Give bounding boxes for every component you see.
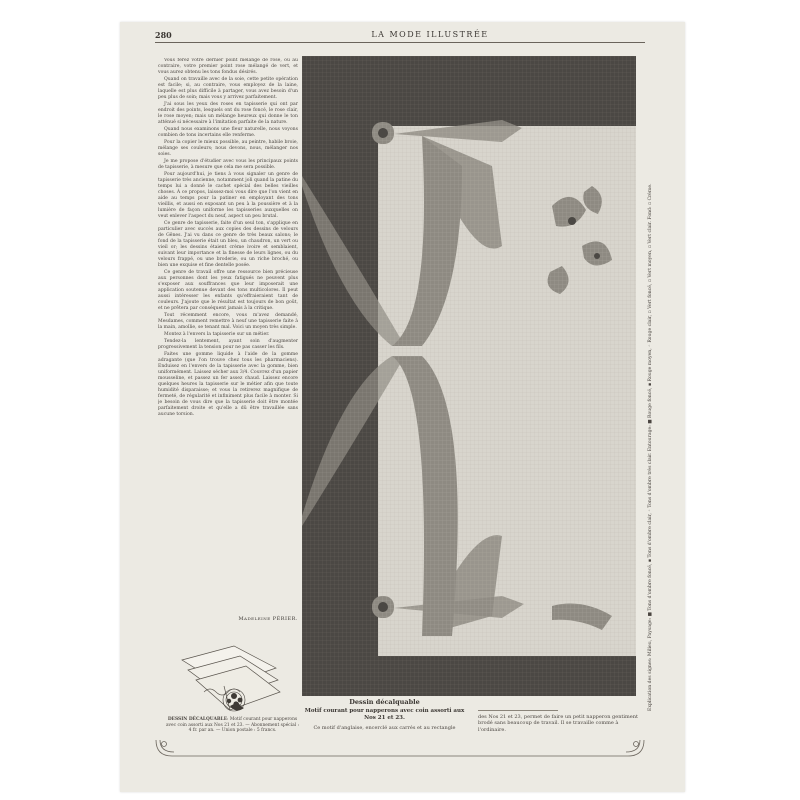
decorative-border — [150, 738, 650, 760]
article-paragraph: Je me propose d'étudier avec vous les principaux points de tapisserie, à mesure que cela me sera possible. — [158, 159, 298, 170]
doily-caption — [165, 717, 300, 734]
chart-caption — [302, 696, 467, 731]
caption-rule — [478, 710, 558, 711]
chart-caption-subtitle: Motif courant pour napperons avec coin assorti aux Nos 21 et 23. — [304, 708, 465, 721]
chart-caption-title: Dessin décalquable — [349, 698, 420, 706]
article-paragraph: Tout récemment encore, vous m'avez demandé, Mesdames, comment remettre à neuf une tapisserie faite à la main, amollie, se tenant mal. Voici un moyen très simple. — [158, 313, 298, 330]
article-paragraph: Pour la copier le mieux possible, au peintre, habile broie, mélange ses couleurs; nous devons, nous, mélanger nos soies. — [158, 140, 298, 157]
article-paragraph: Quand on travaille avec de la soie, cette petite opération est facile; si, au contraire, vous employez de la laine, laquelle est plus difficile à partager, vous avez besoin d'un peu plus de soin; mais vous y arrivez parfaitement. — [158, 77, 298, 100]
article-paragraph: Faites une gomme liquide à l'aide de la gomme adragante (que l'on trouve chez tous les pharmaciens). Enduisez en l'envers de la tapisserie avec la gomme, bien uniformément. Laissez sécher aux 3/4. Couvrez d'un papier mousseline, et passez un fer assez chaud. Laissez encore quelques heures la tapisserie sur le métier afin que toute humidité disparaisse; et vous la retirerez magnifique de fermeté, de régularité et infiniment plus facile à monter. Si je besoin de vous dire que la tapisserie doit être montée parfaitement droite et qu'elle a dû être travaillée sans aucune torsion. — [158, 352, 298, 417]
article-paragraph: Montez à l'envers la tapisserie sur un métier. — [164, 332, 270, 337]
article-paragraph: Pour aujourd'hui, je tiens à vous signaler un genre de tapisserie très ancienne, notamment joli quand la patine du temps lui a donné le cachet spécial des belles vieilles choses. À ce propos, laissez-moi vous dire que l'on vient en aide au temps pour la patiner en employant des tons vieillis, et aussi en exposant un peu à la poussière et à la lumière de façon uniforme les tapisseries auxquelles on veut enlever l'aspect du neuf, aspect un peu brutal. — [158, 172, 298, 219]
article-paragraph: Tendez-la lentement, ayant soin d'augmenter progressivement la tension pour ne pas casser les fils. — [158, 339, 298, 350]
article-paragraph: Vous ferez votre dernier point mélangé de rose, ou au contraire, votre premier point rose mélangé de vert, et vous aurez obtenu les tons fondus désirés. — [158, 58, 298, 75]
article-paragraph: Quand nous examinons une fleur naturelle, nous voyons combien de tons incertains elle renferme. — [158, 127, 298, 138]
pattern-legend — [636, 56, 653, 716]
page-number: 280 — [155, 30, 172, 40]
doily-illustration — [174, 640, 284, 718]
chart-caption-text: Ce motif d'anglaise, encerclé aux carrés et au rectangle — [313, 725, 456, 731]
article-paragraph: Ce genre de travail offre une ressource bien précieuse aux personnes dont les yeux fatigués ne peuvent plus s'exposer aux souffrances que leur imposerait une application soutenue devant des tons multicolores. Il peut aussi intéresser les enfants qu'effraieraient tant de couleurs. J'ajoute que le résultat est toujours de bon goût, et ne prêtera par conséquent jamais à la critique. — [158, 270, 298, 311]
magazine-title: LA MODE ILLUSTRÉE — [371, 30, 489, 39]
doily-caption-title: DESSIN DÉCALQUABLE — [167, 717, 228, 722]
header-rule — [155, 42, 645, 43]
continuation-text: des Nos 21 et 23, permet de faire un petit napperon gentiment brodé sans beaucoup de travail. Il se travaille comme à l'ordinaire. — [478, 714, 638, 733]
pattern-legend-text: Explication des signes: Milieu, Paysage: ■ Tons d'ombre foncé, ▪ Tons d'ombre clair, ◦ Tons d'ombre très clair. Entourage: ■ Rouge foncé, ▪ Rouge moyen, ◦ Rouge clair, ▫ Vert foncé, ▫ Vert moyen, ▫ Vert clair. Fond: ▫ Crème. — [648, 183, 653, 711]
article-paragraph: J'ai sous les yeux des roses en tapisserie qui ont par endroit des points, lesquels ont du rose foncé, le rose clair, le rose moyen; mais un mélange heureux qui donne le ton atténué si nécessaire à l'imitation parfaite de la nature. — [158, 102, 298, 125]
tapestry-chart — [302, 56, 636, 696]
article-paragraph: Ce genre de tapisserie, faite d'un seul ton, s'applique en particulier avec succès aux copies des dessins de velours de Gênes. J'ai vu dans ce genre de très beaux salons; le fond de la tapisserie était un bleu, un chaudron, un vert ou vieil or; les dessins étaient crème ivoire et semblaient, suivant leur importance et la finesse de leurs lignes, ou du velours frappé, ou une broderie, ou un riche broché, ou bien une exquise et fine dentelle posée. — [158, 221, 298, 268]
author-signature: Madeleine PÉRIER. — [238, 616, 298, 622]
doily-caption-text: : Motif courant pour napperons avec coin assorti aux Nos 21 et 23. — Abonnement spécial : 4 fr. par an. — Union postale : 5 francs. — [165, 717, 300, 734]
article-column — [158, 58, 298, 624]
